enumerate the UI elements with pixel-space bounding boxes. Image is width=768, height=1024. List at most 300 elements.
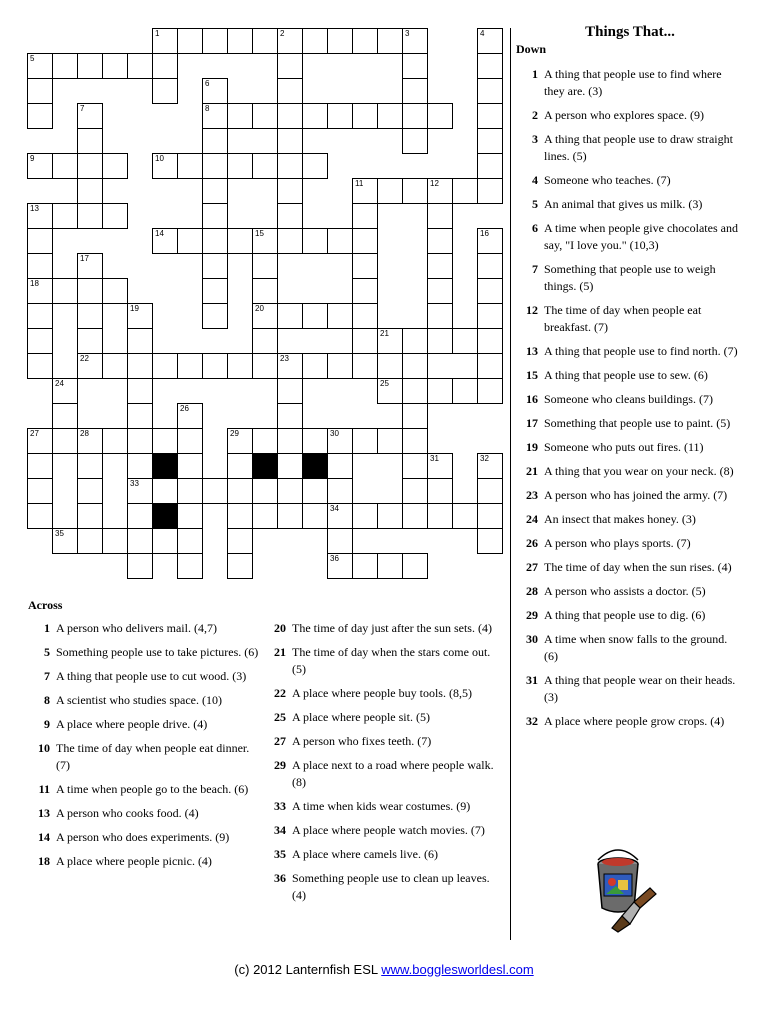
grid-cell[interactable]	[52, 278, 78, 304]
grid-cell[interactable]	[327, 503, 353, 529]
grid-cell[interactable]	[27, 103, 53, 129]
grid-cell[interactable]	[477, 478, 503, 504]
clue-text: A thing that people use to dig. (6)	[544, 608, 706, 622]
grid-cell[interactable]	[77, 153, 103, 179]
grid-cell[interactable]	[477, 78, 503, 104]
grid-cell[interactable]	[202, 228, 228, 254]
grid-cell[interactable]	[377, 503, 403, 529]
grid-cell[interactable]	[352, 328, 378, 354]
grid-cell-number: 36	[330, 554, 339, 563]
grid-cell[interactable]	[477, 28, 503, 54]
grid-cell[interactable]	[277, 403, 303, 429]
grid-cell[interactable]	[202, 153, 228, 179]
grid-cell[interactable]	[227, 478, 253, 504]
grid-cell[interactable]	[402, 478, 428, 504]
grid-cell-number: 32	[480, 454, 489, 463]
grid-cell[interactable]	[27, 228, 53, 254]
grid-cell[interactable]	[402, 403, 428, 429]
grid-cell[interactable]	[402, 428, 428, 454]
grid-cell[interactable]	[52, 428, 78, 454]
grid-cell-number: 1	[155, 29, 160, 38]
clue-item	[524, 343, 744, 360]
grid-cell[interactable]	[102, 203, 128, 229]
clue-text: A place where camels live. (6)	[292, 847, 438, 861]
clue-text: Something people use to clean up leaves. (4)	[292, 871, 490, 902]
grid-cell[interactable]	[152, 428, 178, 454]
grid-cell[interactable]	[177, 353, 203, 379]
grid-cell[interactable]	[477, 453, 503, 479]
grid-cell[interactable]	[277, 303, 303, 329]
grid-cell[interactable]	[427, 228, 453, 254]
grid-cell[interactable]	[302, 153, 328, 179]
grid-cell[interactable]	[277, 453, 303, 479]
grid-cell[interactable]	[152, 53, 178, 79]
grid-cell[interactable]	[477, 253, 503, 279]
grid-cell[interactable]	[177, 428, 203, 454]
grid-cell[interactable]	[252, 503, 278, 529]
grid-cell[interactable]	[277, 178, 303, 204]
grid-cell[interactable]	[327, 303, 353, 329]
grid-cell-number: 8	[205, 104, 210, 113]
grid-cell[interactable]	[402, 328, 428, 354]
grid-cell[interactable]	[252, 353, 278, 379]
clue-number: 31	[526, 673, 538, 687]
grid-cell[interactable]	[202, 253, 228, 279]
grid-cell[interactable]	[202, 78, 228, 104]
grid-cell[interactable]	[277, 203, 303, 229]
clue-number: 29	[526, 608, 538, 622]
grid-cell[interactable]	[477, 353, 503, 379]
grid-cell-number: 25	[380, 379, 389, 388]
grid-cell[interactable]	[377, 353, 403, 379]
grid-cell[interactable]	[402, 378, 428, 404]
grid-cell[interactable]	[252, 228, 278, 254]
grid-cell[interactable]	[302, 103, 328, 129]
grid-cell-number: 10	[155, 154, 164, 163]
clue-number: 28	[526, 584, 538, 598]
clue-number: 34	[274, 823, 286, 837]
grid-cell[interactable]	[77, 478, 103, 504]
grid-cell[interactable]	[77, 453, 103, 479]
grid-cell[interactable]	[77, 528, 103, 554]
grid-cell[interactable]	[327, 228, 353, 254]
clue-text: An animal that gives us milk. (3)	[544, 197, 703, 211]
grid-cell[interactable]	[352, 253, 378, 279]
grid-cell[interactable]	[477, 503, 503, 529]
grid-cell[interactable]	[177, 553, 203, 579]
grid-cell[interactable]	[177, 503, 203, 529]
grid-cell[interactable]	[277, 28, 303, 54]
grid-cell[interactable]	[477, 228, 503, 254]
footer-copyright	[0, 962, 768, 977]
grid-cell[interactable]	[227, 528, 253, 554]
clue-number: 21	[274, 645, 286, 659]
grid-cell[interactable]	[252, 478, 278, 504]
down-clue-list	[524, 66, 744, 737]
grid-cell[interactable]	[202, 353, 228, 379]
grid-cell[interactable]	[252, 278, 278, 304]
grid-cell[interactable]	[477, 378, 503, 404]
grid-cell[interactable]	[427, 378, 453, 404]
grid-cell-number: 21	[380, 329, 389, 338]
clue-number: 21	[526, 464, 538, 478]
grid-cell-number: 22	[80, 354, 89, 363]
clue-text: A person who plays sports. (7)	[544, 536, 691, 550]
grid-cell[interactable]	[327, 553, 353, 579]
grid-cell[interactable]	[352, 353, 378, 379]
grid-cell[interactable]	[277, 228, 303, 254]
grid-cell[interactable]	[27, 53, 53, 79]
website-link[interactable]: www.bogglesworldesl.com	[381, 962, 534, 977]
grid-cell[interactable]	[377, 328, 403, 354]
clue-number: 10	[38, 741, 50, 755]
grid-cell[interactable]	[177, 228, 203, 254]
grid-cell[interactable]	[52, 203, 78, 229]
grid-cell[interactable]	[402, 53, 428, 79]
grid-cell[interactable]	[252, 253, 278, 279]
clue-number: 26	[526, 536, 538, 550]
grid-cell[interactable]	[477, 103, 503, 129]
grid-cell[interactable]	[27, 303, 53, 329]
grid-cell[interactable]	[452, 503, 478, 529]
grid-cell[interactable]	[377, 553, 403, 579]
grid-cell[interactable]	[77, 178, 103, 204]
grid-cell[interactable]	[227, 28, 253, 54]
grid-cell[interactable]	[477, 128, 503, 154]
grid-cell[interactable]	[152, 353, 178, 379]
grid-cell[interactable]	[427, 178, 453, 204]
grid-cell[interactable]	[477, 528, 503, 554]
grid-cell[interactable]	[127, 303, 153, 329]
grid-cell[interactable]	[327, 28, 353, 54]
grid-cell[interactable]	[202, 278, 228, 304]
grid-cell[interactable]	[177, 153, 203, 179]
grid-cell[interactable]	[327, 478, 353, 504]
grid-cell[interactable]	[277, 478, 303, 504]
grid-cell[interactable]	[477, 328, 503, 354]
clue-number: 1	[532, 67, 538, 81]
grid-cell[interactable]	[452, 378, 478, 404]
grid-cell-number: 11	[355, 179, 364, 188]
grid-cell[interactable]	[477, 178, 503, 204]
grid-cell[interactable]	[252, 328, 278, 354]
grid-cell[interactable]	[202, 203, 228, 229]
grid-cell[interactable]	[277, 128, 303, 154]
grid-cell[interactable]	[252, 428, 278, 454]
grid-cell[interactable]	[327, 528, 353, 554]
grid-cell[interactable]	[352, 203, 378, 229]
grid-cell[interactable]	[352, 503, 378, 529]
grid-cell[interactable]	[127, 53, 153, 79]
grid-cell[interactable]	[127, 428, 153, 454]
grid-cell[interactable]	[127, 528, 153, 554]
clue-text: A person who assists a doctor. (5)	[544, 584, 706, 598]
grid-cell[interactable]	[77, 253, 103, 279]
grid-cell[interactable]	[177, 528, 203, 554]
grid-cell[interactable]	[427, 303, 453, 329]
clue-item	[524, 261, 744, 295]
grid-cell[interactable]	[252, 153, 278, 179]
grid-cell[interactable]	[402, 103, 428, 129]
grid-cell[interactable]	[77, 128, 103, 154]
footer-text: (c) 2012 Lanternfish ESL	[234, 962, 382, 977]
clue-text: Someone who puts out fires. (11)	[544, 440, 704, 454]
grid-cell[interactable]	[127, 453, 153, 479]
grid-cell[interactable]	[352, 278, 378, 304]
clue-text: A time when snow falls to the ground. (6)	[544, 632, 728, 663]
grid-cell[interactable]	[277, 428, 303, 454]
grid-cell[interactable]	[77, 328, 103, 354]
grid-cell[interactable]	[27, 328, 53, 354]
grid-cell[interactable]	[227, 228, 253, 254]
grid-cell[interactable]	[302, 353, 328, 379]
grid-cell[interactable]	[352, 553, 378, 579]
clue-text: A time when people give chocolates and say, "I love you." (10,3)	[544, 221, 738, 252]
grid-cell[interactable]	[77, 303, 103, 329]
grid-cell[interactable]	[127, 378, 153, 404]
grid-cell[interactable]	[102, 353, 128, 379]
grid-cell[interactable]	[252, 28, 278, 54]
grid-cell[interactable]	[427, 253, 453, 279]
grid-cell[interactable]	[427, 503, 453, 529]
grid-cell[interactable]	[277, 378, 303, 404]
clue-item	[524, 463, 744, 480]
grid-cell-number: 26	[180, 404, 189, 413]
grid-cell[interactable]	[402, 503, 428, 529]
grid-cell[interactable]	[427, 478, 453, 504]
clue-item	[36, 740, 264, 774]
grid-cell[interactable]	[127, 503, 153, 529]
grid-cell[interactable]	[402, 453, 428, 479]
clue-text: A person who delivers mail. (4,7)	[56, 621, 217, 635]
grid-cell[interactable]	[402, 128, 428, 154]
grid-cell[interactable]	[427, 278, 453, 304]
grid-cell[interactable]	[227, 453, 253, 479]
across-heading: Across	[28, 598, 63, 612]
clue-number: 18	[38, 854, 50, 868]
grid-cell[interactable]	[127, 328, 153, 354]
grid-cell[interactable]	[277, 353, 303, 379]
grid-cell[interactable]	[152, 78, 178, 104]
grid-cell[interactable]	[302, 28, 328, 54]
grid-cell[interactable]	[452, 328, 478, 354]
grid-cell[interactable]	[352, 228, 378, 254]
clue-text: A place where people watch movies. (7)	[292, 823, 485, 837]
grid-cell[interactable]	[127, 353, 153, 379]
grid-cell[interactable]	[77, 428, 103, 454]
clue-text: A thing that people use to cut wood. (3)	[56, 669, 247, 683]
grid-cell[interactable]	[202, 303, 228, 329]
grid-cell[interactable]	[202, 478, 228, 504]
grid-cell-number: 15	[255, 229, 264, 238]
grid-cell[interactable]	[327, 453, 353, 479]
grid-cell[interactable]	[27, 278, 53, 304]
grid-cell[interactable]	[227, 503, 253, 529]
grid-cell-number: 6	[205, 79, 210, 88]
grid-cell[interactable]	[477, 278, 503, 304]
grid-cell[interactable]	[77, 353, 103, 379]
grid-cell[interactable]	[52, 403, 78, 429]
grid-cell[interactable]	[477, 153, 503, 179]
across-clue-list-col2	[272, 620, 504, 911]
grid-cell[interactable]	[52, 378, 78, 404]
clue-number: 12	[526, 303, 538, 317]
grid-cell[interactable]	[127, 478, 153, 504]
grid-cell[interactable]	[52, 153, 78, 179]
grid-cell[interactable]	[27, 428, 53, 454]
grid-cell[interactable]	[327, 353, 353, 379]
grid-cell[interactable]	[277, 103, 303, 129]
grid-cell[interactable]	[127, 553, 153, 579]
clue-text: The time of day when the stars come out. (5)	[292, 645, 491, 676]
grid-cell[interactable]	[27, 253, 53, 279]
grid-cell[interactable]	[277, 153, 303, 179]
grid-cell[interactable]	[77, 53, 103, 79]
clue-item	[272, 644, 504, 678]
grid-cell[interactable]	[227, 153, 253, 179]
clue-text: A thing that people use to sew. (6)	[544, 368, 708, 382]
page-title: Things That...	[585, 24, 675, 40]
grid-cell[interactable]	[102, 528, 128, 554]
grid-cell[interactable]	[402, 353, 428, 379]
clue-number: 16	[526, 392, 538, 406]
grid-cell[interactable]	[352, 428, 378, 454]
clue-number: 35	[274, 847, 286, 861]
grid-cell[interactable]	[427, 453, 453, 479]
grid-cell[interactable]	[202, 178, 228, 204]
clue-number: 36	[274, 871, 286, 885]
grid-cell[interactable]	[327, 103, 353, 129]
grid-cell[interactable]	[277, 503, 303, 529]
grid-cell[interactable]	[402, 553, 428, 579]
grid-cell[interactable]	[102, 153, 128, 179]
grid-cell[interactable]	[152, 153, 178, 179]
grid-cell[interactable]	[302, 478, 328, 504]
grid-cell[interactable]	[27, 78, 53, 104]
grid-cell[interactable]	[27, 153, 53, 179]
clue-number: 29	[274, 758, 286, 772]
grid-cell[interactable]	[27, 453, 53, 479]
grid-cell[interactable]	[302, 503, 328, 529]
grid-cell[interactable]	[427, 203, 453, 229]
grid-cell[interactable]	[102, 53, 128, 79]
grid-cell[interactable]	[27, 503, 53, 529]
grid-cell[interactable]	[302, 428, 328, 454]
grid-cell[interactable]	[102, 278, 128, 304]
grid-cell[interactable]	[352, 28, 378, 54]
grid-cell[interactable]	[177, 478, 203, 504]
grid-cell[interactable]	[27, 353, 53, 379]
grid-cell[interactable]	[427, 103, 453, 129]
grid-cell[interactable]	[252, 303, 278, 329]
grid-cell[interactable]	[377, 428, 403, 454]
clue-text: A time when kids wear costumes. (9)	[292, 799, 471, 813]
clue-number: 27	[274, 734, 286, 748]
grid-cell[interactable]	[352, 303, 378, 329]
grid-cell[interactable]	[27, 203, 53, 229]
grid-cell[interactable]	[427, 328, 453, 354]
grid-cell[interactable]	[52, 528, 78, 554]
grid-cell[interactable]	[102, 428, 128, 454]
grid-cell[interactable]	[302, 303, 328, 329]
grid-cell[interactable]	[227, 428, 253, 454]
grid-cell[interactable]	[77, 203, 103, 229]
grid-cell[interactable]	[227, 103, 253, 129]
clue-text: A thing that people use to find where they are. (3)	[544, 67, 722, 98]
clue-item	[272, 620, 504, 637]
clue-number: 4	[532, 173, 538, 187]
grid-cell-number: 12	[430, 179, 439, 188]
grid-cell[interactable]	[177, 403, 203, 429]
grid-cell[interactable]	[227, 353, 253, 379]
clue-text: The time of day just after the sun sets. (4)	[292, 621, 492, 635]
clue-number: 19	[526, 440, 538, 454]
clue-item	[524, 439, 744, 456]
grid-cell-number: 29	[230, 429, 239, 438]
clue-item	[272, 798, 504, 815]
clue-text: The time of day when the sun rises. (4)	[544, 560, 732, 574]
clue-number: 24	[526, 512, 538, 526]
grid-cell[interactable]	[177, 453, 203, 479]
grid-cell[interactable]	[477, 53, 503, 79]
grid-cell[interactable]	[202, 103, 228, 129]
grid-cell[interactable]	[52, 53, 78, 79]
grid-cell[interactable]	[77, 278, 103, 304]
grid-cell[interactable]	[202, 128, 228, 154]
grid-cell[interactable]	[177, 28, 203, 54]
grid-cell[interactable]	[377, 178, 403, 204]
clue-number: 6	[532, 221, 538, 235]
grid-cell[interactable]	[452, 178, 478, 204]
grid-cell[interactable]	[477, 303, 503, 329]
clue-number: 22	[274, 686, 286, 700]
grid-cell-number: 3	[405, 29, 410, 38]
grid-cell[interactable]	[402, 28, 428, 54]
grid-cell[interactable]	[77, 103, 103, 129]
grid-cell[interactable]	[377, 378, 403, 404]
grid-cell-number: 30	[330, 429, 339, 438]
paint-can-and-brush-icon	[590, 842, 660, 934]
grid-cell[interactable]	[352, 103, 378, 129]
grid-cell[interactable]	[152, 28, 178, 54]
grid-cell[interactable]	[277, 78, 303, 104]
grid-cell[interactable]	[152, 478, 178, 504]
grid-cell[interactable]	[202, 28, 228, 54]
clue-item	[272, 870, 504, 904]
clue-item	[524, 487, 744, 504]
grid-cell[interactable]	[277, 53, 303, 79]
grid-cell[interactable]	[127, 403, 153, 429]
grid-cell[interactable]	[252, 103, 278, 129]
grid-cell[interactable]	[377, 103, 403, 129]
grid-cell[interactable]	[377, 28, 403, 54]
clue-text: Something that people use to paint. (5)	[544, 416, 731, 430]
clue-item	[524, 672, 744, 706]
grid-cell[interactable]	[152, 528, 178, 554]
grid-cell[interactable]	[227, 553, 253, 579]
grid-cell[interactable]	[27, 478, 53, 504]
clue-number: 33	[274, 799, 286, 813]
clue-item	[524, 535, 744, 552]
grid-cell[interactable]	[302, 228, 328, 254]
grid-cell[interactable]	[402, 178, 428, 204]
grid-cell[interactable]	[402, 78, 428, 104]
grid-cell[interactable]	[77, 503, 103, 529]
grid-cell[interactable]	[327, 428, 353, 454]
clue-number: 2	[532, 108, 538, 122]
grid-cell[interactable]	[352, 178, 378, 204]
grid-cell[interactable]	[152, 228, 178, 254]
